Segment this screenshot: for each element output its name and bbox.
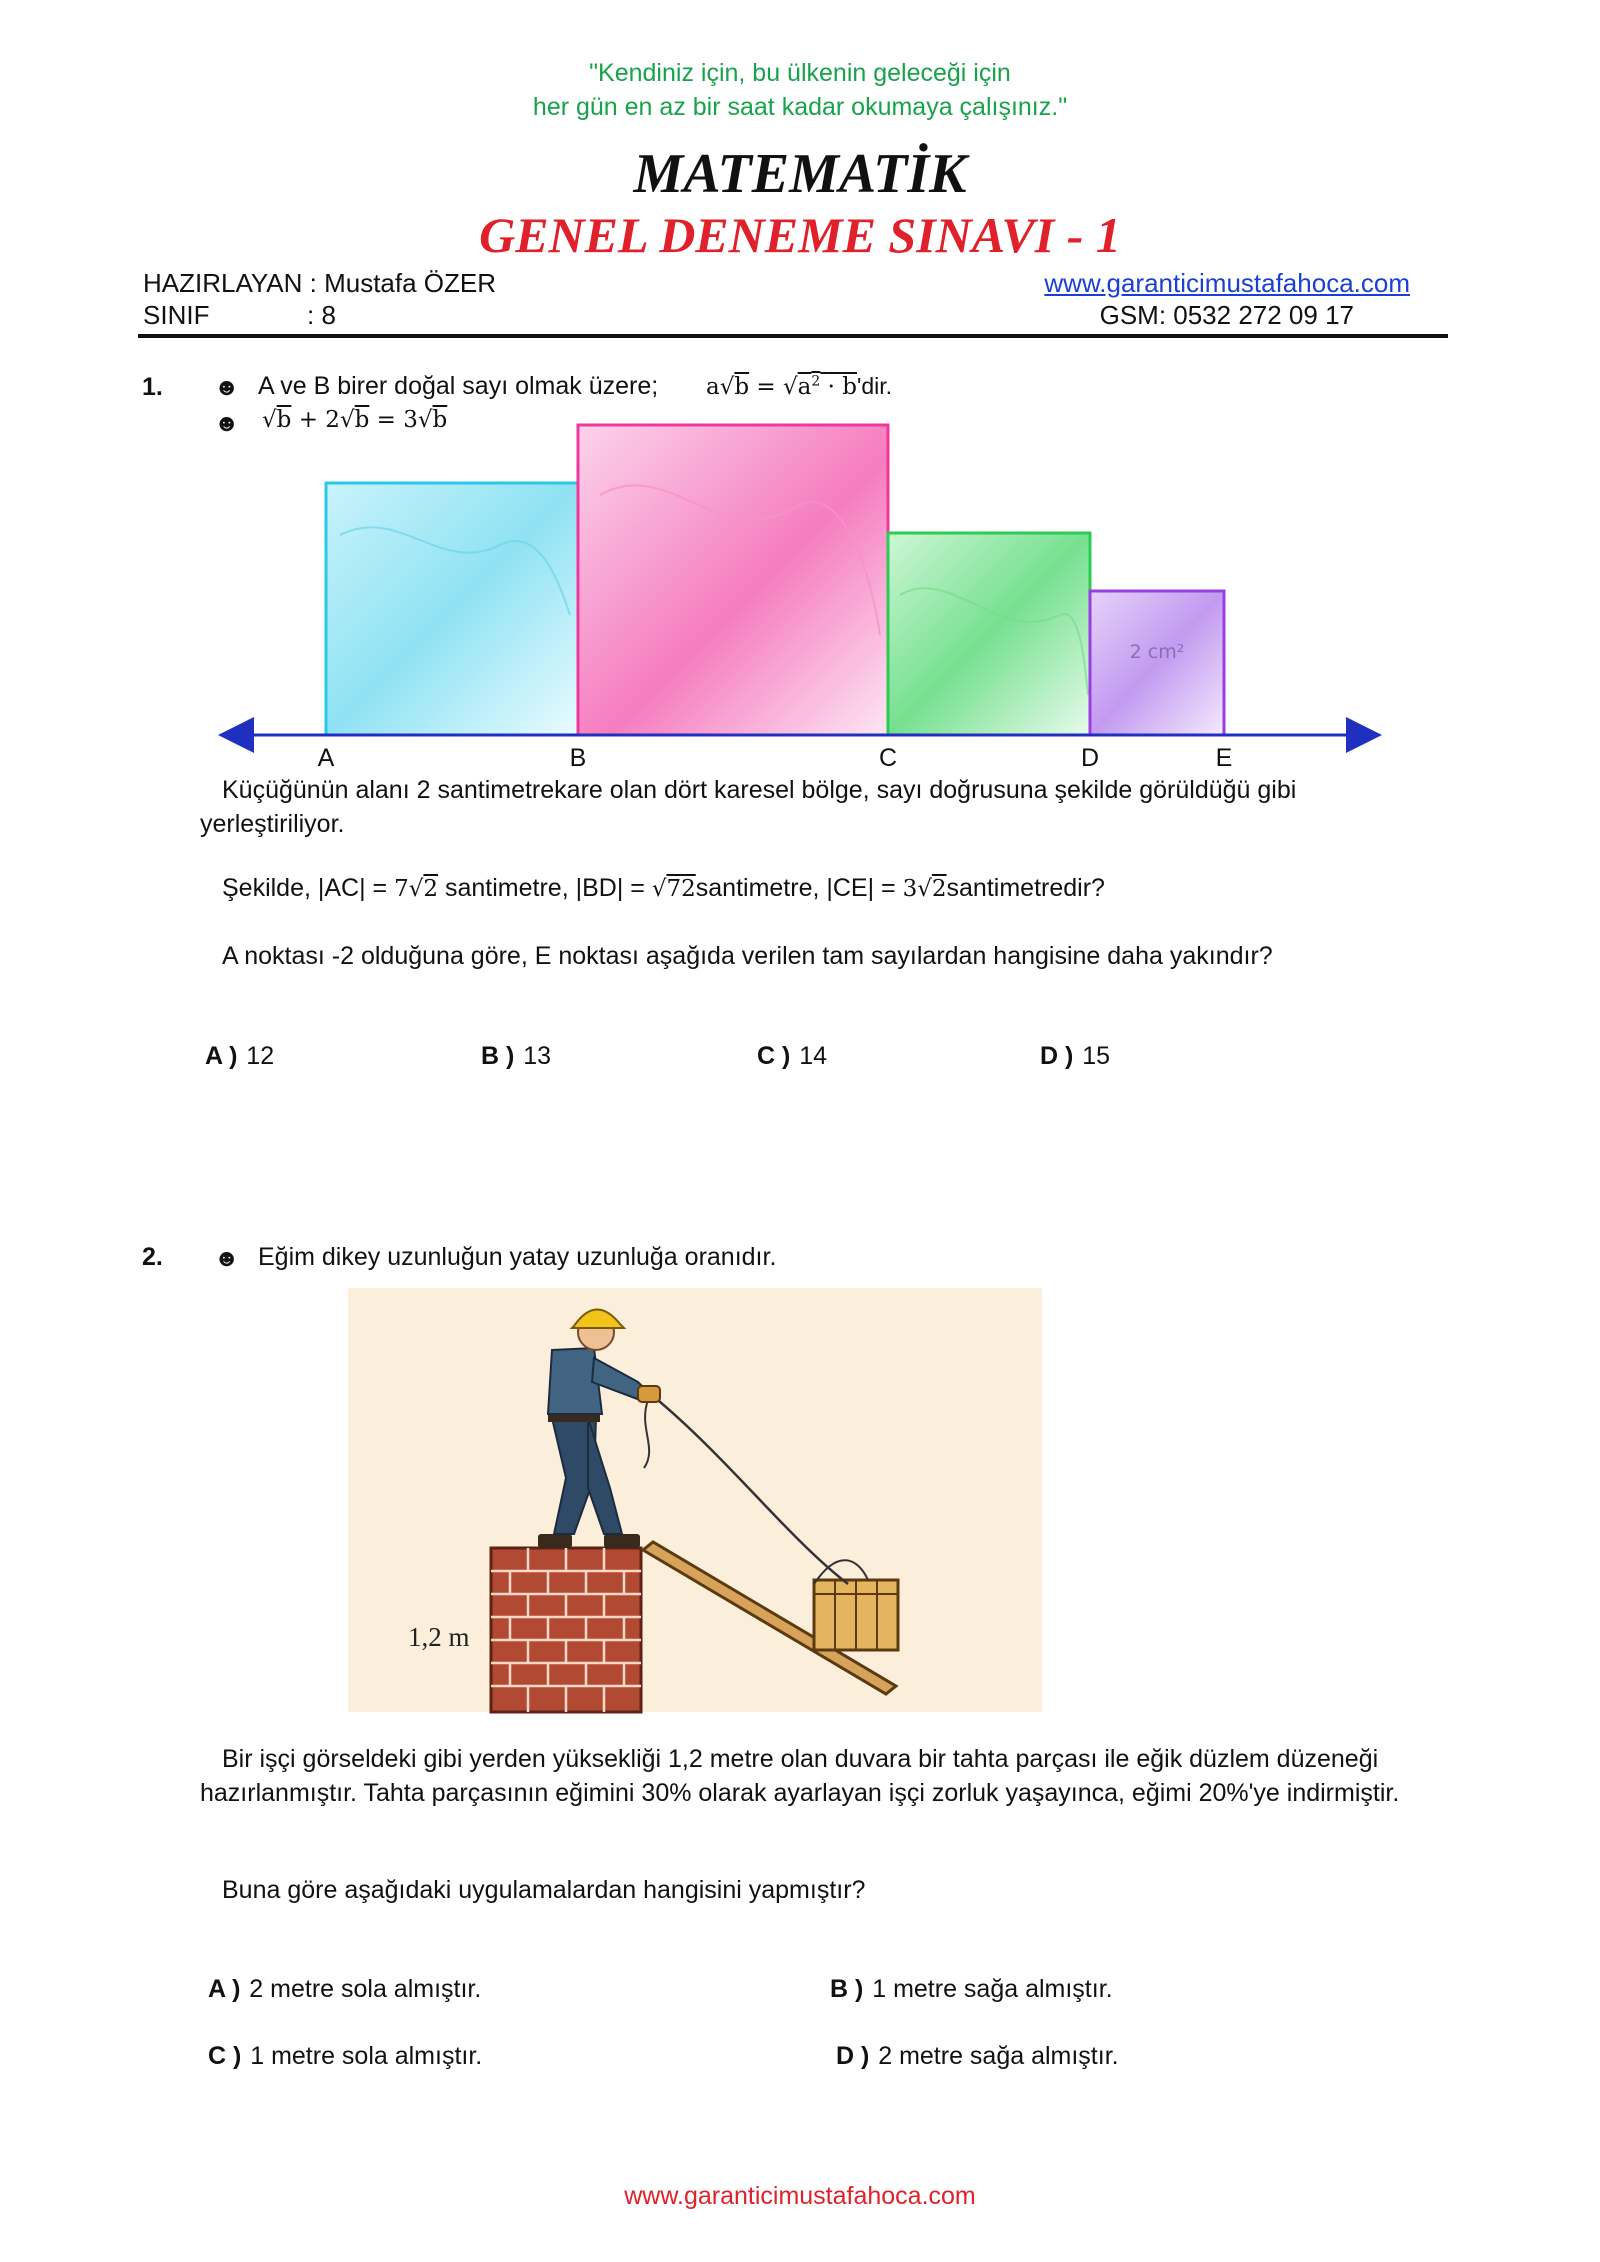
- q2-rule-text: Eğim dikey uzunluğun yatay uzunluğa oranıdır.: [258, 1243, 777, 1271]
- ac-radicand: 2: [423, 876, 439, 902]
- quote-line-2: her gün en az bir saat kadar okumaya çalışınız.": [532, 93, 1068, 121]
- sqrt-symbol: √: [719, 374, 735, 400]
- square-de: [1090, 591, 1224, 735]
- worker-ramp-illustration: [348, 1288, 1042, 1712]
- q2-question: Buna göre aşağıdaki uygulamalardan hangisini yapmıştır?: [222, 1876, 866, 1904]
- formula-radicand: b: [354, 407, 370, 433]
- header-phone: GSM: 0532 272 09 17: [1099, 300, 1354, 330]
- ac-value: [394, 876, 438, 902]
- option-value: 15: [1082, 1042, 1111, 1070]
- sqrt-symbol: √: [783, 374, 798, 400]
- option-letter: D ): [836, 2042, 870, 2070]
- lengths-mid-2: santimetre, |CE| =: [695, 874, 896, 902]
- formula-radicand: b: [276, 407, 292, 433]
- q1-rule1-text: A ve B birer doğal sayı olmak üzere;: [258, 372, 659, 400]
- ac-coef: 7: [394, 876, 409, 902]
- quote-line-1: "Kendiniz için, bu ülkenin geleceği için: [589, 59, 1011, 87]
- formula-equals: =: [376, 407, 396, 433]
- formula-coef: 2: [325, 407, 340, 433]
- formula-var: b: [842, 374, 857, 400]
- sqrt-symbol: √: [417, 407, 433, 433]
- option-value: 13: [523, 1042, 552, 1070]
- header-divider: [138, 334, 1448, 338]
- option-letter: A ): [205, 1042, 238, 1070]
- lengths-suffix: santimetredir?: [946, 874, 1105, 902]
- wall-height-label: 1,2 m: [408, 1622, 470, 1652]
- formula-equals: =: [756, 374, 776, 400]
- option-letter: B ): [481, 1042, 515, 1070]
- point-label-b: B: [569, 744, 587, 772]
- q1-option-d[interactable]: [1040, 1042, 1110, 1071]
- formula-suffix: 'dir.: [856, 373, 893, 399]
- option-value: 2 metre sola almıştır.: [249, 1975, 482, 2003]
- ce-value: [903, 876, 947, 902]
- q2-option-d[interactable]: [836, 2042, 1119, 2071]
- q2-paragraph: Bir işçi görseldeki gibi yerden yüksekliği 1,2 metre olan duvara bir tahta parçası ile eğik düzlem düzeneği hazırlanmıştır. Tahta parçasının eğimini 30% olarak ayarlayan işçi zorluk yaşayınca, eğimi 20%'ye indirmiştir.: [200, 1745, 1400, 1807]
- q1-question: A noktası -2 olduğuna göre, E noktası aşağıda verilen tam sayılardan hangisine daha yakındır?: [222, 942, 1273, 970]
- q2-option-a[interactable]: [208, 1975, 481, 2004]
- square-cd: [888, 533, 1090, 735]
- class-label: SINIF: [143, 300, 210, 330]
- option-letter: A ): [208, 1975, 241, 2003]
- option-letter: D ): [1040, 1042, 1074, 1070]
- option-value: 14: [799, 1042, 828, 1070]
- formula-exponent: 2: [811, 373, 821, 390]
- point-label-a: A: [317, 744, 335, 772]
- formula-radicand: b: [734, 374, 750, 400]
- q1-option-a[interactable]: [205, 1042, 274, 1071]
- small-area-label: 2 cm²: [1129, 641, 1185, 663]
- square-bc: [578, 425, 888, 735]
- point-label-d: D: [1080, 744, 1100, 772]
- header-website-link[interactable]: www.garanticimustafahoca.com: [1044, 268, 1410, 298]
- option-value: 1 metre sağa almıştır.: [872, 1975, 1113, 2003]
- footer-website[interactable]: www.garanticimustafahoca.com: [624, 2182, 976, 2210]
- page-title: MATEMATİK: [633, 143, 967, 205]
- formula-coef: 3: [403, 407, 418, 433]
- sqrt-symbol: √: [408, 876, 424, 902]
- ce-coef: 3: [902, 876, 918, 902]
- squares-number-line-figure: [200, 415, 1400, 772]
- option-value: 1 metre sola almıştır.: [250, 2042, 483, 2070]
- formula-plus: +: [298, 407, 318, 433]
- smiley-icon: ☻: [214, 374, 240, 401]
- q2-option-b[interactable]: [830, 1975, 1113, 2004]
- lengths-prefix: Şekilde, |AC| =: [222, 874, 388, 902]
- option-value: 2 metre sağa almıştır.: [878, 2042, 1119, 2070]
- bd-radicand: 72: [666, 876, 696, 902]
- brick-wall: [491, 1548, 641, 1712]
- sqrt-symbol: √: [651, 876, 667, 902]
- smiley-icon: ☻: [214, 410, 240, 437]
- ce-radicand: 2: [931, 876, 947, 902]
- wooden-crate: [814, 1580, 898, 1650]
- formula-var: a: [706, 374, 720, 400]
- class-value: : 8: [307, 300, 336, 330]
- formula-dot: ·: [827, 374, 835, 400]
- lengths-mid-1: santimetre, |BD| =: [445, 874, 645, 902]
- q1-option-b[interactable]: [481, 1042, 551, 1071]
- question-2-number: 2.: [142, 1243, 163, 1271]
- bd-value: [652, 876, 696, 902]
- square-ab: [326, 483, 578, 735]
- formula-radicand: [798, 374, 857, 400]
- sqrt-symbol: √: [917, 876, 932, 902]
- smiley-icon: ☻: [214, 1245, 240, 1272]
- page-subtitle: GENEL DENEME SINAVI - 1: [479, 207, 1121, 263]
- point-label-c: C: [878, 744, 898, 772]
- option-letter: C ): [208, 2042, 242, 2070]
- point-label-e: E: [1215, 744, 1233, 772]
- option-letter: B ): [830, 1975, 864, 2003]
- option-letter: C ): [757, 1042, 791, 1070]
- author-label: HAZIRLAYAN : Mustafa ÖZER: [143, 268, 497, 298]
- sqrt-symbol: √: [339, 407, 355, 433]
- option-value: 12: [246, 1042, 275, 1070]
- q1-rule1-formula: [706, 373, 892, 400]
- q1-paragraph: Küçüğünün alanı 2 santimetrekare olan dört karesel bölge, sayı doğrusuna şekilde görüldüğü gibi yerleştiriliyor.: [200, 776, 1297, 838]
- formula-var: a: [797, 374, 812, 400]
- formula-radicand: b: [432, 407, 448, 433]
- question-1-number: 1.: [142, 373, 163, 401]
- q2-option-c[interactable]: [208, 2042, 482, 2071]
- q1-option-c[interactable]: [757, 1042, 827, 1071]
- sqrt-symbol: √: [262, 407, 277, 433]
- q1-lengths: [222, 871, 1105, 906]
